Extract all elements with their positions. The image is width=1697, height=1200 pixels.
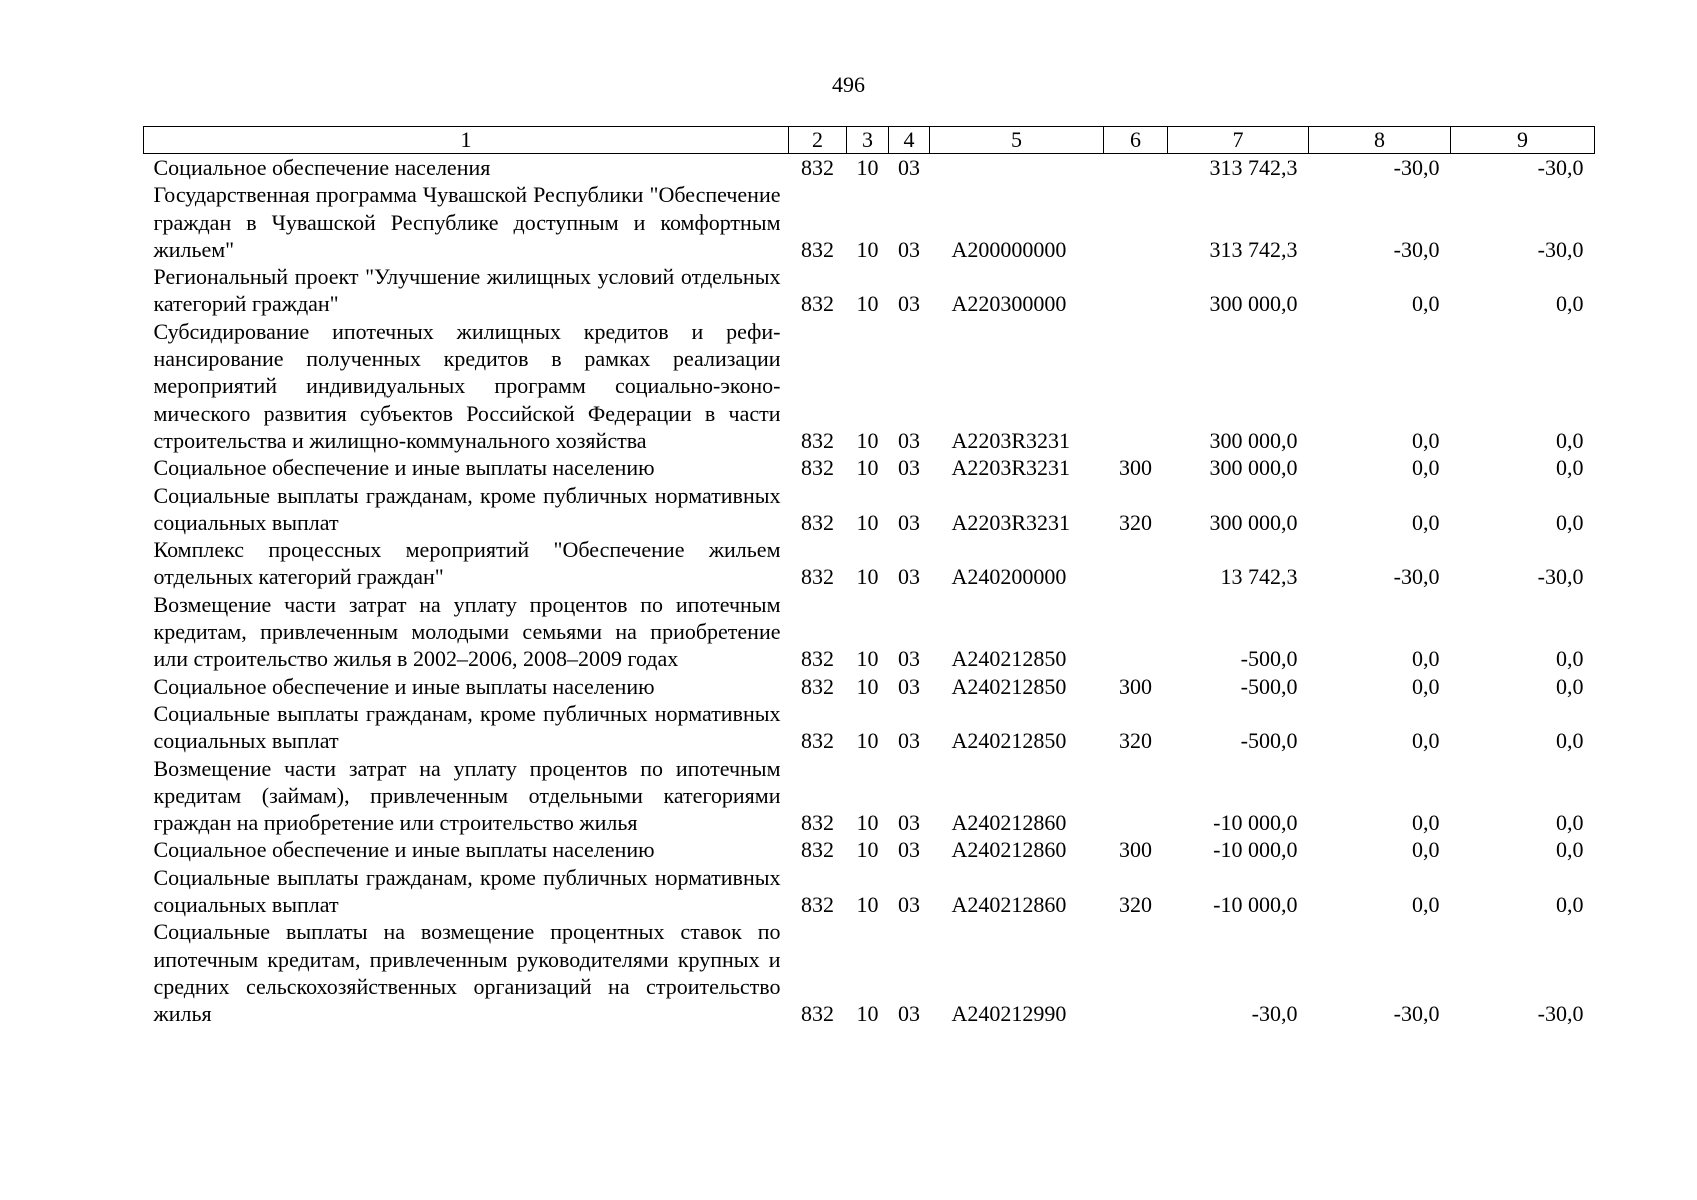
amount-col-8: 0,0 (1412, 837, 1440, 863)
header-col-7: 7 (1168, 127, 1309, 154)
table-header (144, 127, 1595, 154)
table-row (144, 263, 1595, 318)
header-col-2: 2 (789, 127, 847, 154)
amount-col-9: 0,0 (1556, 646, 1584, 672)
amount-col-7: 313 742,3 (1209, 236, 1298, 262)
ministry-code: 832 (801, 509, 834, 535)
amount-col-9: 0,0 (1556, 837, 1584, 863)
item-description: Социальные выплаты гражданам, кроме публичных нормативных социальных выплат (153, 482, 781, 535)
table-row (144, 181, 1595, 263)
table-row (144, 591, 1595, 673)
amount-col-8: 0,0 (1412, 509, 1440, 535)
target-article-code: А2203R3231 (951, 509, 1071, 535)
item-description: Социальные выплаты гражданам, кроме публичных нормативных социальных выплат (153, 700, 781, 754)
section-code: 10 (856, 427, 879, 453)
section-code: 10 (856, 810, 879, 836)
table-row (144, 673, 1595, 700)
amount-col-8: 0,0 (1412, 646, 1440, 672)
item-description: Субсидирование ипотечных жилищных кредитов и рефинансирование полученных кредитов в рамках реализации мероприятий индивидуальных программ социально-экономического развития субъектов Российской Федерации в части строительства и жилищно-коммунального хозяйства (153, 318, 781, 453)
item-description: Социальные выплаты на возмещение процентных ставок по ипотечным кредитам, привлеченным руководителями крупных и средних сельскохозяйственных организаций на строительство жилья (153, 919, 781, 1027)
amount-col-7: -30,0 (1251, 1001, 1298, 1027)
amount-col-8: -30,0 (1393, 155, 1440, 180)
table-row (144, 700, 1595, 755)
item-description: Социальное обеспечение и иные выплаты населению (153, 673, 655, 699)
amount-col-7: -10 000,0 (1213, 892, 1298, 918)
subsection-code: 03 (898, 155, 920, 180)
header-col-6: 6 (1104, 127, 1168, 154)
table-row (144, 755, 1595, 837)
table-body (144, 154, 1595, 1028)
header-col-9: 9 (1451, 127, 1595, 154)
amount-col-8: 0,0 (1412, 291, 1440, 317)
expense-type-code: 300 (1119, 673, 1152, 699)
ministry-code: 832 (801, 455, 834, 481)
target-article-code: А240200000 (951, 564, 1067, 590)
expense-type-code: 300 (1119, 455, 1152, 481)
ministry-code: 832 (801, 728, 834, 754)
subsection-code: 03 (898, 810, 920, 836)
amount-col-9: 0,0 (1556, 291, 1584, 317)
amount-col-7: 300 000,0 (1209, 509, 1298, 535)
ministry-code: 832 (801, 810, 834, 836)
amount-col-8: 0,0 (1412, 427, 1440, 453)
expense-type-code (1104, 154, 1168, 182)
expense-type-code (1104, 181, 1168, 263)
header-col-1: 1 (144, 127, 789, 154)
item-description: Региональный проект "Улучшение жилищных условий отдельных категорий граждан" (153, 264, 781, 317)
section-code: 10 (856, 564, 879, 590)
header-col-4: 4 (889, 127, 930, 154)
ministry-code: 832 (801, 1001, 834, 1027)
amount-col-9: 0,0 (1556, 728, 1584, 754)
subsection-code: 03 (898, 236, 920, 262)
section-code: 10 (856, 646, 879, 672)
target-article-code: А240212850 (951, 646, 1067, 672)
amount-col-9: 0,0 (1556, 673, 1584, 699)
expense-type-code: 320 (1119, 728, 1152, 754)
target-article-code: А240212860 (951, 810, 1067, 836)
section-code: 10 (856, 236, 879, 262)
ministry-code: 832 (801, 646, 834, 672)
table-row (144, 536, 1595, 591)
table-row (144, 454, 1595, 481)
target-article-code: А240212990 (951, 1001, 1067, 1027)
section-code: 10 (856, 291, 879, 317)
ministry-code: 832 (801, 236, 834, 262)
subsection-code: 03 (898, 427, 920, 453)
subsection-code: 03 (898, 509, 920, 535)
target-article-code: А220300000 (951, 291, 1067, 317)
amount-col-7: -500,0 (1240, 728, 1298, 754)
subsection-code: 03 (898, 455, 920, 481)
amount-col-7: -10 000,0 (1213, 837, 1298, 863)
amount-col-8: 0,0 (1412, 728, 1440, 754)
amount-col-9: 0,0 (1556, 810, 1584, 836)
header-col-3: 3 (847, 127, 889, 154)
expense-type-code (1104, 918, 1168, 1027)
target-article-code: А2203R3231 (951, 427, 1071, 453)
amount-col-7: 300 000,0 (1209, 427, 1298, 453)
item-description: Комплекс процессных мероприятий "Обеспечение жильем отдельных категорий граждан" (153, 537, 781, 590)
ministry-code: 832 (801, 155, 834, 180)
table-row (144, 482, 1595, 537)
expense-type-code (1104, 263, 1168, 318)
section-code: 10 (856, 1001, 879, 1027)
header-col-8: 8 (1309, 127, 1451, 154)
section-code: 10 (856, 837, 879, 863)
expense-type-code: 320 (1119, 892, 1152, 918)
amount-col-9: -30,0 (1537, 236, 1584, 262)
target-article-code: А240212850 (951, 728, 1067, 754)
budget-table (143, 126, 1595, 1028)
amount-col-8: 0,0 (1412, 455, 1440, 481)
section-code: 10 (856, 728, 879, 754)
section-code: 10 (856, 673, 879, 699)
item-description: Возмещение части затрат на уплату процентов по ипотечным кредитам (займам), привлеченным отдельными категориями граждан на приобретение или строительство жилья (153, 755, 781, 836)
table-row (144, 154, 1595, 182)
subsection-code: 03 (898, 646, 920, 672)
amount-col-9: -30,0 (1537, 155, 1584, 180)
ministry-code: 832 (801, 837, 834, 863)
item-description: Возмещение части затрат на уплату процентов по ипотечным кредитам, привлеченным молодыми семьями на приобретение или строительство жилья в 2002–2006, 2008–2009 годах (153, 591, 781, 672)
item-description: Социальные выплаты гражданам, кроме публичных нормативных социальных выплат (153, 864, 781, 918)
amount-col-7: 313 742,3 (1209, 155, 1298, 180)
expense-type-code (1104, 591, 1168, 673)
amount-col-8: -30,0 (1393, 564, 1440, 590)
subsection-code: 03 (898, 673, 920, 699)
amount-col-9: 0,0 (1556, 892, 1584, 918)
subsection-code: 03 (898, 564, 920, 590)
expense-type-code (1104, 755, 1168, 837)
amount-col-8: -30,0 (1393, 236, 1440, 262)
section-code: 10 (856, 509, 879, 535)
section-code: 10 (856, 892, 879, 918)
ministry-code: 832 (801, 673, 834, 699)
amount-col-7: -10 000,0 (1213, 810, 1298, 836)
ministry-code: 832 (801, 291, 834, 317)
table-row (144, 318, 1595, 454)
page-number: 496 (832, 72, 865, 97)
target-article-code: А240212860 (951, 837, 1067, 863)
amount-col-8: 0,0 (1412, 892, 1440, 918)
amount-col-9: 0,0 (1556, 509, 1584, 535)
item-description: Государственная программа Чувашской Республики "Обеспечение граждан в Чувашской Республике доступным и комфортным жильем" (153, 182, 781, 262)
amount-col-7: -500,0 (1240, 646, 1298, 672)
ministry-code: 832 (801, 427, 834, 453)
table-row (144, 918, 1595, 1027)
ministry-code: 832 (801, 892, 834, 918)
amount-col-8: 0,0 (1412, 810, 1440, 836)
item-description: Социальное обеспечение и иные выплаты населению (153, 455, 655, 481)
item-description: Социальное обеспечение населения (153, 155, 491, 180)
expense-type-code: 320 (1119, 509, 1152, 535)
amount-col-9: -30,0 (1537, 1001, 1584, 1027)
amount-col-9: 0,0 (1556, 455, 1584, 481)
amount-col-8: -30,0 (1393, 1001, 1440, 1027)
header-row (144, 127, 1595, 154)
subsection-code: 03 (898, 291, 920, 317)
amount-col-7: 13 742,3 (1220, 564, 1298, 590)
section-code: 10 (856, 155, 879, 180)
amount-col-9: 0,0 (1556, 427, 1584, 453)
subsection-code: 03 (898, 837, 920, 863)
expense-type-code: 300 (1119, 837, 1152, 863)
header-col-5: 5 (930, 127, 1104, 154)
subsection-code: 03 (898, 728, 920, 754)
subsection-code: 03 (898, 892, 920, 918)
target-article-code: А2203R3231 (951, 455, 1071, 481)
amount-col-7: 300 000,0 (1209, 291, 1298, 317)
amount-col-7: 300 000,0 (1209, 455, 1298, 481)
target-article-code: А200000000 (951, 236, 1067, 262)
subsection-code: 03 (898, 1001, 920, 1027)
amount-col-8: 0,0 (1412, 673, 1440, 699)
item-description: Социальное обеспечение и иные выплаты населению (153, 837, 655, 863)
amount-col-7: -500,0 (1240, 673, 1298, 699)
section-code: 10 (856, 455, 879, 481)
expense-type-code (1104, 318, 1168, 454)
target-article-code (930, 154, 1104, 182)
amount-col-9: -30,0 (1537, 564, 1584, 590)
target-article-code: А240212860 (951, 892, 1067, 918)
target-article-code: А240212850 (951, 673, 1067, 699)
ministry-code: 832 (801, 564, 834, 590)
table-row (144, 836, 1595, 863)
expense-type-code (1104, 536, 1168, 591)
table-row (144, 864, 1595, 919)
